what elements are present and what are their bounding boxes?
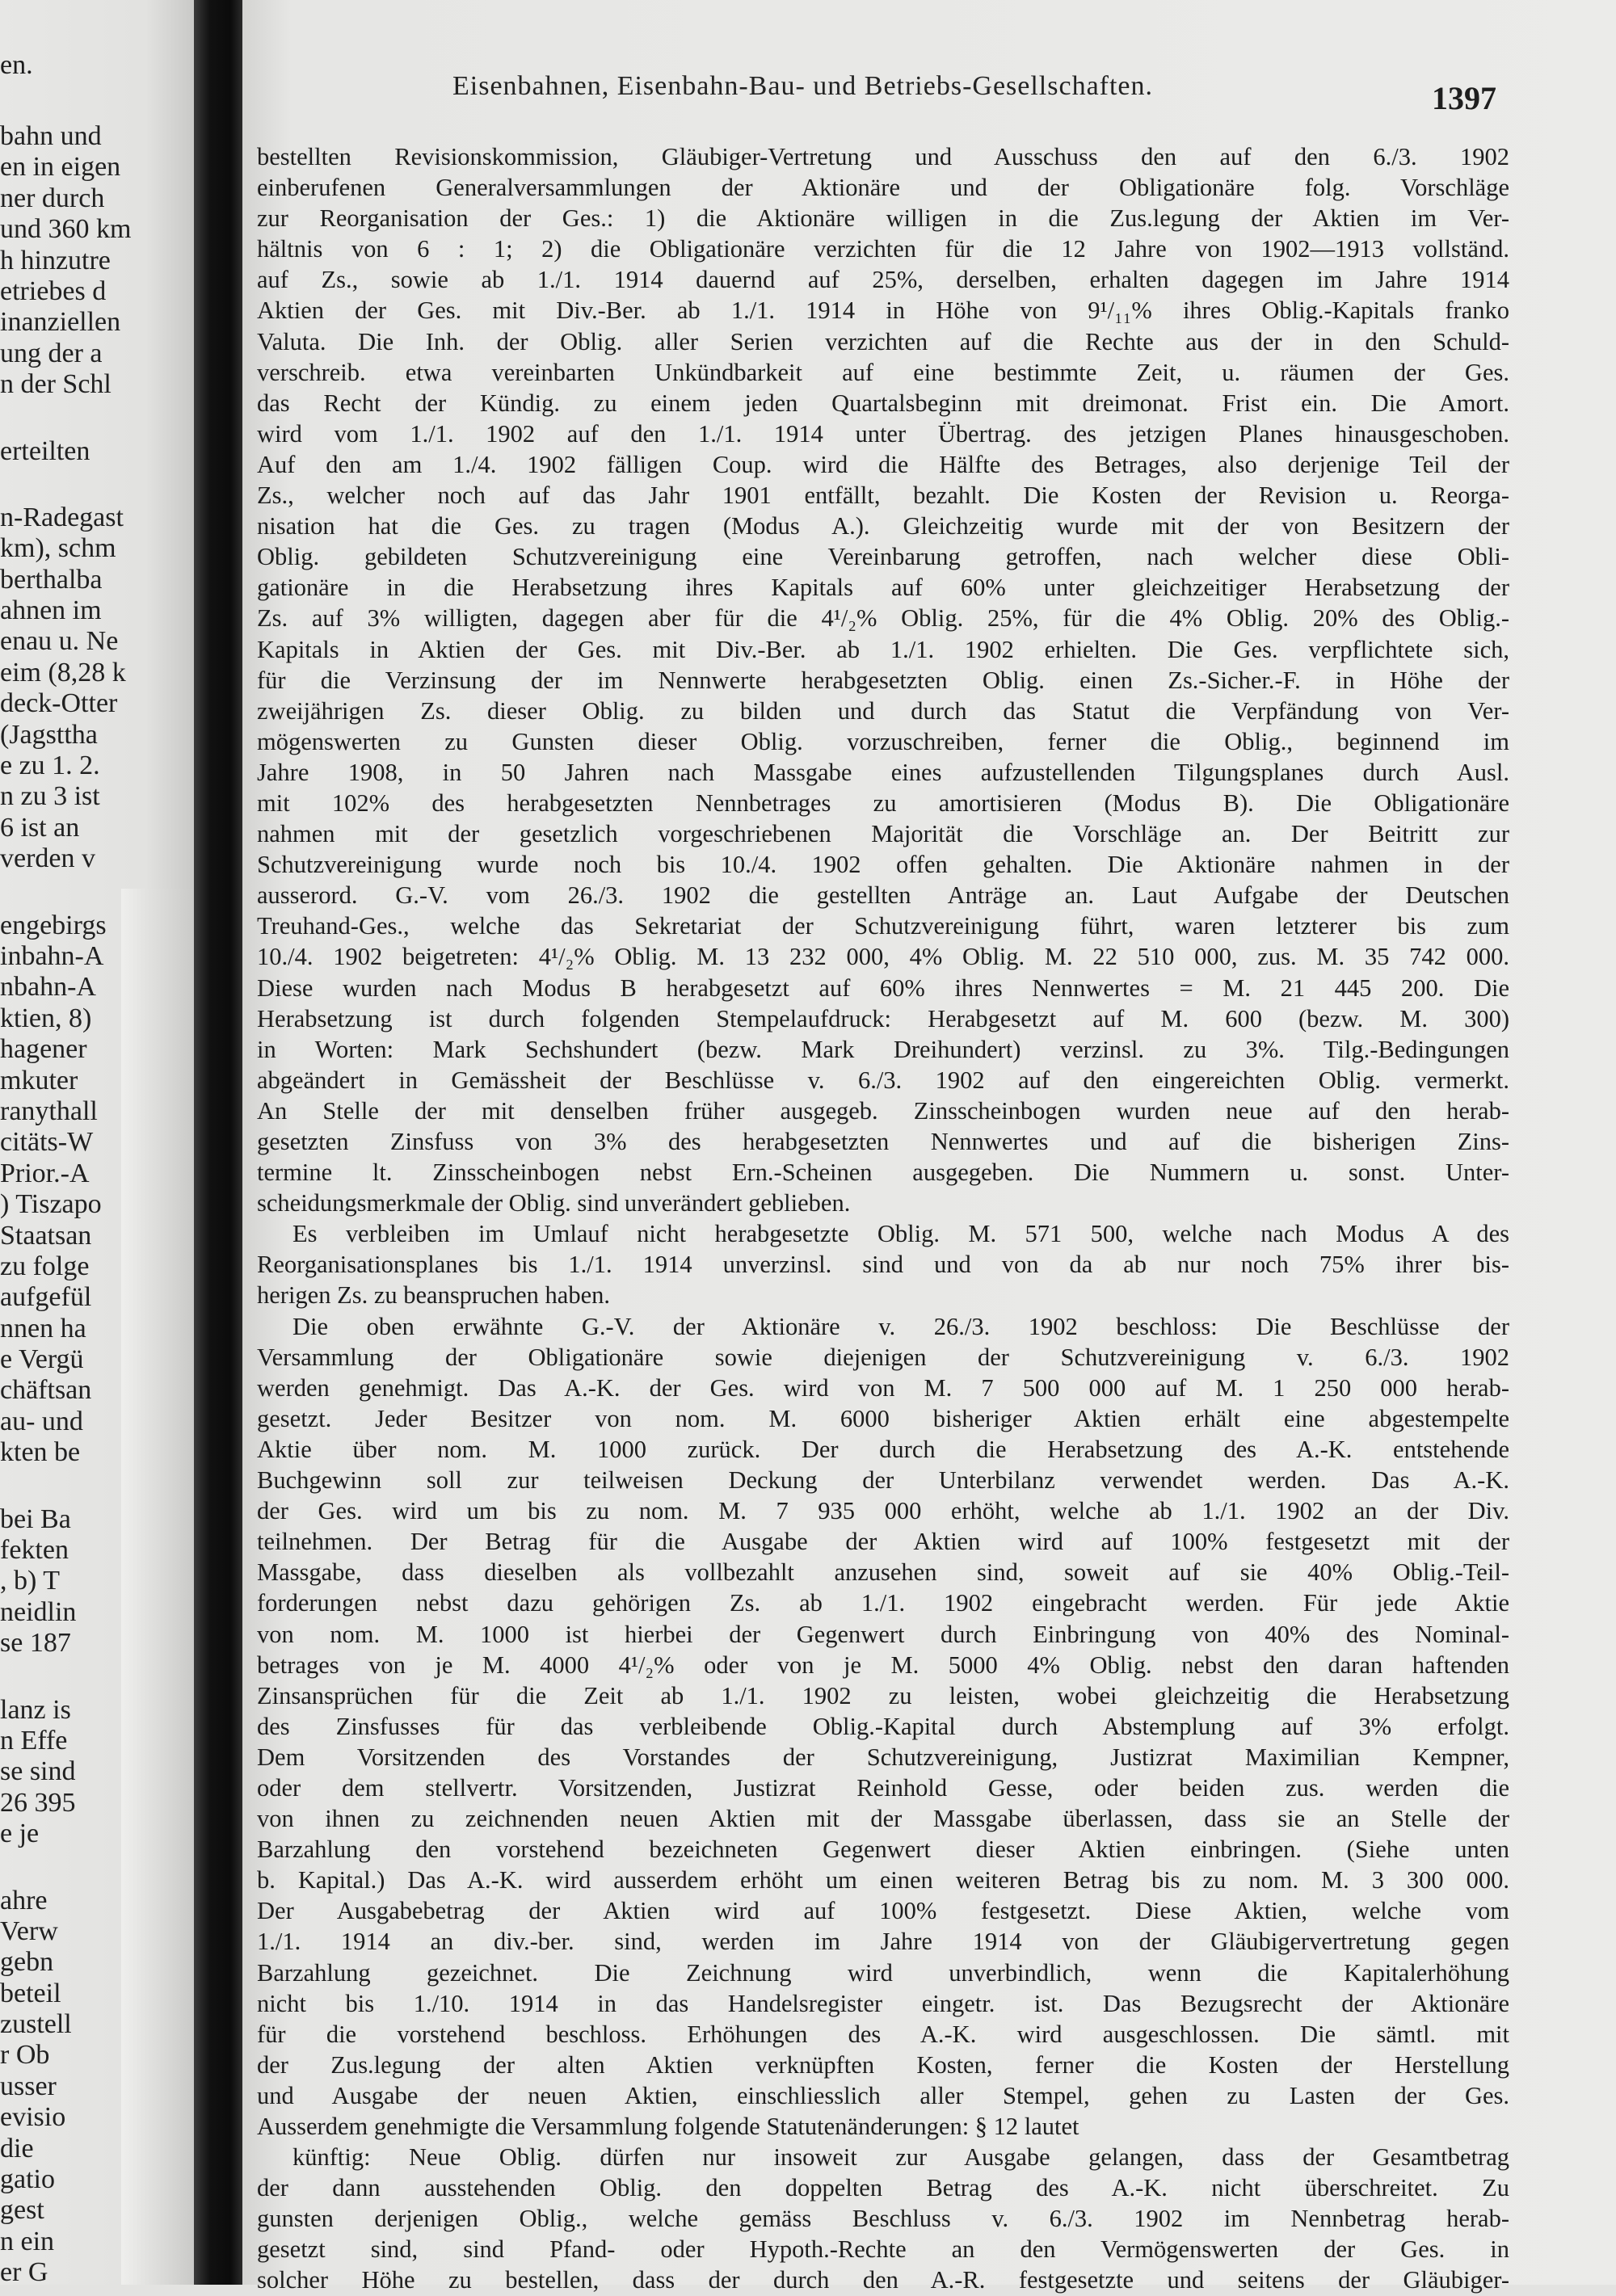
body-line: gesetzt sind, sind Pfand- oder Hypoth.-Rechte an den Vermögenswerten der Ges. in xyxy=(257,2235,1509,2264)
body-line: Jahre 1908, in 50 Jahren nach Massgabe eines aufzustellenden Tilgungsplanes durch Ausl. xyxy=(257,758,1509,786)
left-column-line: nbahn-A xyxy=(0,972,96,1003)
left-column-line: se sind xyxy=(0,1756,76,1787)
body-line: Barzahlung gezeichnet. Die Zeichnung wird unverbindlich, wenn die Kapitalerhöhung xyxy=(257,1958,1509,1987)
body-line: einberufenen Generalversammlungen der Aktionäre und der Obligationäre folg. Vorschläge xyxy=(257,174,1509,202)
left-column-line: , b) T xyxy=(0,1566,60,1596)
body-line: Oblig. gebildeten Schutzvereinigung eine Vereinbarung getroffen, nach welcher diese Obli- xyxy=(257,543,1509,571)
body-line: betrages von je M. 4000 4¹/₂% oder von je M. 5000 4% Oblig. nebst den daran haftenden xyxy=(257,1651,1509,1679)
left-column-line: er G xyxy=(0,2257,48,2285)
body-line: ausserord. G.-V. vom 26./3. 1902 die gestellten Anträge an. Laut Aufgabe der Deutschen xyxy=(257,881,1509,910)
body-line: gesetzt. Jeder Besitzer von nom. M. 6000 bisheriger Aktien erhält eine abgestempelte xyxy=(257,1404,1509,1432)
page-number: 1397 xyxy=(1432,80,1496,116)
body-line: künftig: Neue Oblig. dürfen nur insoweit zur Ausgabe gelangen, dass der Gesamtbetrag xyxy=(292,2143,1509,2172)
body-line: Barzahlung den vorstehend bezeichneten Gegenwert dieser Aktien einbringen. (Siehe unten xyxy=(257,1836,1509,1864)
body-line: Versammlung der Obligationäre sowie diejenigen der Schutzvereinigung v. 6./3. 1902 xyxy=(257,1343,1509,1371)
body-line: 10./4. 1902 beigetreten: 4¹/₂% Oblig. M. 13 232 000, 4% Oblig. M. 22 510 000, zus. M. 35 742 000. xyxy=(257,943,1509,971)
body-line: forderungen nebst dazu gehörigen Zs. ab 1./1. 1902 eingebracht werden. Für jede Aktie xyxy=(257,1589,1509,1617)
body-line: Kapitals in Aktien der Ges. mit Div.-Ber. ab 1./1. 1902 erhielten. Die Ges. verpflichtete sich, xyxy=(257,635,1509,663)
left-column-line: km), schm xyxy=(0,533,116,564)
body-line: mögenswerten zu Gunsten dieser Oblig. vorzuschreiben, ferner die Oblig., beginnend im xyxy=(257,727,1509,755)
body-line: solcher Höhe zu bestellen, dass der durch den A.-R. festgesetzte und seitens der Gläubiger- xyxy=(257,2266,1509,2294)
left-column-line: (Jagsttha xyxy=(0,719,98,750)
body-line: Schutzvereinigung wurde noch bis 10./4. 1902 offen gehalten. Die Aktionäre nahmen in der xyxy=(257,851,1509,879)
left-column-line: inanziellen xyxy=(0,307,121,338)
left-column-line: hagener xyxy=(0,1034,87,1065)
body-line: termine lt. Zinsscheinbogen nebst Ern.-Scheinen ausgegeben. Die Nummern u. sonst. Unter- xyxy=(257,1159,1509,1187)
body-line: abgeändert in Gemässheit der Beschlüsse v. 6./3. 1902 auf den eingereichten Oblig. vermerkt. xyxy=(257,1066,1509,1094)
left-column-line: h hinzutre xyxy=(0,245,111,275)
body-line: b. Kapital.) Das A.-K. wird ausserdem erhöht um einen weiteren Betrag bis zu nom. M. 3 300 000. xyxy=(257,1866,1509,1894)
body-line: Die oben erwähnte G.-V. der Aktionäre v. 26./3. 1902 beschloss: Die Beschlüsse der xyxy=(292,1312,1509,1340)
body-line: Treuhand-Ges., welche das Sekretariat der Schutzvereinigung führt, waren letzterer bis zum xyxy=(257,912,1509,940)
left-column-line: au- und xyxy=(0,1406,83,1436)
body-line: für die vorstehend beschloss. Erhöhungen des A.-K. wird ausgeschlossen. Die sämtl. mit xyxy=(257,2020,1509,2048)
body-line: und Ausgabe der neuen Aktien, einschliesslich aller Stempel, gehen zu Lasten der Ges. xyxy=(257,2081,1509,2109)
body-line: Es verbleiben im Umlauf nicht herabgesetzte Oblig. M. 571 500, welche nach Modus A des xyxy=(292,1220,1509,1248)
body-line: werden genehmigt. Das A.-K. der Ges. wird von M. 7 500 000 auf M. 1 250 000 herab- xyxy=(257,1373,1509,1402)
body-line: Dem Vorsitzenden des Vorstandes der Schutzvereinigung, Justizrat Maximilian Kempner, xyxy=(257,1743,1509,1771)
left-column-line: r Ob xyxy=(0,2040,50,2071)
left-column-line: gest xyxy=(0,2195,44,2226)
body-line: Valuta. Die Inh. der Oblig. aller Serien verzichten auf die Rechte aus der in den Schuld- xyxy=(257,327,1509,355)
body-line: der Ges. wird um bis zu nom. M. 7 935 000 erhöht, welche ab 1./1. 1902 an der Div. xyxy=(257,1497,1509,1525)
body-line: nisation hat die Ges. zu tragen (Modus A.). Gleichzeitig wurde mit der von Besitzern der xyxy=(257,512,1509,540)
left-column-line: enau u. Ne xyxy=(0,626,119,657)
left-column-line: neidlin xyxy=(0,1596,77,1627)
left-column-line: n-Radegast xyxy=(0,502,124,532)
body-line: der Zus.legung der alten Aktien verknüpften Kosten, ferner die Kosten der Herstellung xyxy=(257,2050,1509,2079)
body-line: Buchgewinn soll zur teilweisen Deckung der Unterbilanz verwendet werden. Das A.-K. xyxy=(257,1466,1509,1495)
body-line: Diese wurden nach Modus B herabgesetzt auf 60% ihres Nennwertes = M. 21 445 200. Die xyxy=(257,973,1509,1002)
body-line: nahmen mit der gesetzlich vorgeschriebenen Majorität die Vorschläge an. Der Beitritt zur xyxy=(257,820,1509,848)
body-line: teilnehmen. Der Betrag für die Ausgabe der Aktien wird auf 100% festgesetzt mit der xyxy=(257,1528,1509,1556)
left-column-line: e zu 1. 2. xyxy=(0,751,100,781)
body-text xyxy=(257,141,1509,2296)
left-column-line: se 187 xyxy=(0,1628,71,1659)
left-column-line: 6 ist an xyxy=(0,812,80,843)
left-column-line: gatio xyxy=(0,2164,55,2195)
left-column-line: ner durch xyxy=(0,183,105,213)
binding-shadow xyxy=(194,0,242,2285)
left-column-line: aufgefül xyxy=(0,1282,92,1313)
body-line: auf Zs., sowie ab 1./1. 1914 dauernd auf 25%, derselben, erhalten dagegen im Jahre 1914 xyxy=(257,266,1509,294)
left-column-line: ktien, 8) xyxy=(0,1003,92,1033)
left-column-line: die xyxy=(0,2133,34,2164)
left-column-line: kten be xyxy=(0,1437,81,1468)
left-column-line: n der Schl xyxy=(0,369,112,400)
body-line: herigen Zs. zu beanspruchen haben. xyxy=(257,1281,610,1310)
left-column-line: engebirgs xyxy=(0,910,107,940)
left-column-line: beteil xyxy=(0,1978,61,2008)
body-line: Ausserdem genehmigte die Versammlung folgende Statutenänderungen: § 12 lautet xyxy=(257,2113,1079,2140)
left-page-header: en. xyxy=(0,50,33,80)
body-line: Zs. auf 3% willigten, dagegen aber für die 4¹/₂% Oblig. 25%, für die 4% Oblig. 20% des Oblig.- xyxy=(257,604,1509,633)
body-line: für die Verzinsung der im Nennwerte herabgesetzten Oblig. einen Zs.-Sicher.-F. in Höhe der xyxy=(257,666,1509,694)
body-line: Reorganisationsplanes bis 1./1. 1914 unverzinsl. sind und von da ab nur noch 75% ihrer bis- xyxy=(257,1251,1509,1279)
body-line: gesetzten Zinsfuss von 3% des herabgesetzten Nennwertes und auf die bisherigen Zins- xyxy=(257,1128,1509,1155)
left-column-line: evisio xyxy=(0,2102,66,2133)
body-line: Herabsetzung ist durch folgenden Stempelaufdruck: Herabgesetzt auf M. 600 (bezw. M. 300) xyxy=(257,1004,1509,1032)
left-column-line xyxy=(0,401,194,436)
left-column-line: nnen ha xyxy=(0,1313,86,1344)
left-column-line: citäts-W xyxy=(0,1127,94,1158)
body-line: gationäre in die Herabsetzung ihres Kapitals auf 60% unter gleichzeitiger Herabsetzung der xyxy=(257,574,1509,602)
body-line: von ihnen zu zeichnenden neuen Aktien mit der Massgabe überlassen, dass sie an Stelle der xyxy=(257,1805,1509,1833)
body-line: An Stelle der mit denselben früher ausgegeb. Zinsscheinbogen wurden neue auf den herab- xyxy=(257,1096,1509,1125)
left-column-line: Prior.-A xyxy=(0,1158,90,1188)
body-line: zur Reorganisation der Ges.: 1) die Aktionäre willigen in die Zus.legung der Aktien im Ver- xyxy=(257,204,1509,233)
body-line: Aktie über nom. M. 1000 zurück. Der durch die Herabsetzung des A.-K. entstehende xyxy=(257,1435,1509,1463)
left-column-line: eim (8,28 k xyxy=(0,657,126,688)
body-line: in Worten: Mark Sechshundert (bezw. Mark Dreihundert) verzinsl. zu 3%. Tilg.-Bedingungen xyxy=(257,1035,1509,1063)
body-line: 1./1. 1914 an div.-ber. sind, werden im Jahre 1914 von der Gläubigervertretung gegen xyxy=(257,1928,1509,1956)
body-line: das Recht der Kündig. zu einem jeden Quartalsbeginn mit dreimonat. Frist ein. Die Amort. xyxy=(257,389,1509,417)
left-column-line: bahn und xyxy=(0,121,102,151)
body-line: wird vom 1./1. 1902 auf den 1./1. 1914 unter Übertrag. des jetzigen Planes hinausgeschoben. xyxy=(257,419,1509,448)
body-line: Auf den am 1./4. 1902 fälligen Coup. wird die Hälfte des Betrages, also derjenige Teil der xyxy=(257,450,1509,478)
left-column-line: Verw xyxy=(0,1915,58,1946)
left-column-line: inbahn-A xyxy=(0,940,104,971)
left-column-line: bei Ba xyxy=(0,1503,71,1534)
body-line: mit 102% des herabgesetzten Nennbetrages zu amortisieren (Modus B). Die Obligationäre xyxy=(257,788,1509,817)
body-line: Zinsansprüchen für die Zeit ab 1./1. 1902 zu leisten, wobei gleichzeitig die Herabsetzung xyxy=(257,1681,1509,1709)
body-line: Zs., welcher noch auf das Jahr 1901 entfällt, bezahlt. Die Kosten der Revision u. Reorga- xyxy=(257,481,1509,510)
left-column-line: berthalba xyxy=(0,564,103,595)
body-line: Der Ausgabebetrag der Aktien wird auf 100% festgesetzt. Diese Aktien, welche vom xyxy=(257,1897,1509,1925)
body-line: nicht bis 1./10. 1914 in das Handelsregister eingetr. ist. Das Bezugsrecht der Aktionäre xyxy=(257,1989,1509,2017)
left-column-line: mkuter xyxy=(0,1065,78,1095)
left-column-line: ahnen im xyxy=(0,595,102,626)
body-line: des Zinsfusses für das verbleibende Oblig.-Kapital durch Abstemplung auf 3% erfolgt. xyxy=(257,1712,1509,1740)
body-line: Massgabe, dass dieselben als vollbezahlt anzusehen sind, soweit auf sie 40% Oblig.-Teil- xyxy=(257,1558,1509,1587)
left-column-line: ranythall xyxy=(0,1095,98,1126)
body-line: scheidungsmerkmale der Oblig. sind unverändert geblieben. xyxy=(257,1189,851,1217)
body-line: von nom. M. 1000 ist hierbei der Gegenwert durch Einbringung von 40% des Nominal- xyxy=(257,1620,1509,1648)
left-column-line: gebn xyxy=(0,1947,54,1978)
body-line: verschreib. etwa vereinbarten Unkündbarkeit auf eine bestimmte Zeit, u. räumen der Ges. xyxy=(257,358,1509,386)
left-column-line: zu folge xyxy=(0,1251,90,1281)
left-column-line: 26 395 xyxy=(0,1787,76,1818)
left-column-line: Staatsan xyxy=(0,1220,92,1251)
left-column-line xyxy=(0,467,194,503)
body-line: gunsten derjenigen Oblig., welche gemäss Beschluss v. 6./3. 1902 im Nennbetrag herab- xyxy=(257,2205,1509,2233)
left-page-gutter xyxy=(121,889,198,2285)
left-column-line: verden v xyxy=(0,843,96,874)
left-column-line: n ein xyxy=(0,2226,55,2256)
body-line: bestellten Revisionskommission, Gläubiger-Vertretung und Ausschuss den auf den 6./3. 1902 xyxy=(257,143,1509,170)
left-column-line: erteilten xyxy=(0,435,90,466)
body-line: zweijährigen Zs. dieser Oblig. zu bilden und durch das Statut die Verpfändung von Ver- xyxy=(257,696,1509,725)
left-column-line: zustell xyxy=(0,2009,72,2040)
left-column-line: lanz is xyxy=(0,1694,71,1725)
left-column-line: chäftsan xyxy=(0,1375,92,1406)
body-line: oder dem stellvertr. Vorsitzenden, Justizrat Reinhold Gesse, oder beiden zus. werden die xyxy=(257,1773,1509,1802)
left-column-line: ) Tiszapo xyxy=(0,1189,102,1220)
left-column-line: ung der a xyxy=(0,338,103,368)
left-column-line: usser xyxy=(0,2071,57,2101)
body-line: der dann ausstehenden Oblig. den doppelten Betrag des A.-K. nicht überschreitet. Zu xyxy=(257,2174,1509,2202)
left-column-line: n zu 3 ist xyxy=(0,781,100,812)
left-column-line: en in eigen xyxy=(0,152,121,183)
left-column-line: ahre xyxy=(0,1885,48,1915)
body-line: Aktien der Ges. mit Div.-Ber. ab 1./1. 1914 in Höhe von 9¹/₁₁% ihres Oblig.-Kapitals franko xyxy=(257,296,1509,325)
left-column-line: deck-Otter xyxy=(0,688,118,719)
body-line: hältnis von 6 : 1; 2) die Obligationäre verzichten für die 12 Jahre von 1902—1913 vollständ. xyxy=(257,235,1509,263)
left-column-line: fekten xyxy=(0,1535,69,1566)
left-column-line: e Vergü xyxy=(0,1344,84,1375)
left-column-line: n Effe xyxy=(0,1725,68,1756)
left-column-line: etriebes d xyxy=(0,275,107,306)
running-title: Eisenbahnen, Eisenbahn-Bau- und Betriebs-Gesellschaften. xyxy=(452,71,1154,101)
left-column-line: und 360 km xyxy=(0,214,132,245)
left-column-line: e je xyxy=(0,1819,40,1849)
